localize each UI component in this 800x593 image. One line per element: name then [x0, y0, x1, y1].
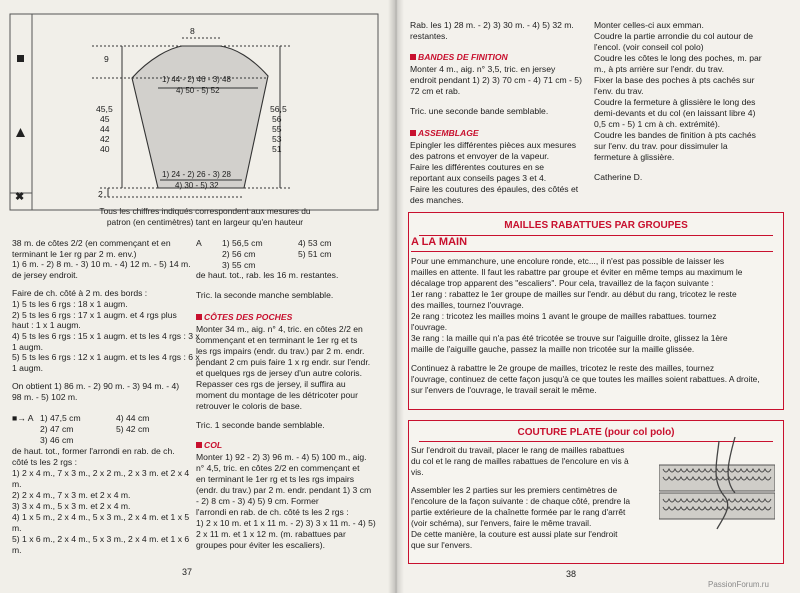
- sleeve-diagram: [0, 0, 396, 232]
- size-arrow-a: ■→ A: [12, 413, 34, 423]
- size-item: 3) 46 cm: [40, 435, 74, 445]
- right-measure: 53: [272, 134, 282, 144]
- size-item: 4) 44 cm: [116, 413, 150, 423]
- red-bullet-icon: [196, 442, 202, 448]
- text-line: Monter 34 m., aig. n° 4, tric. en côtes 2/2 en: [196, 324, 363, 334]
- box-subtitle: A LA MAIN: [411, 236, 468, 248]
- text-line: m., à pts arrière sur l'endr. du trav.: [594, 64, 724, 74]
- red-bullet-icon: [196, 314, 202, 320]
- text-line: n° 4,5, tric. en côtes 2/2 en commençant et: [196, 463, 360, 473]
- right-measure: 56: [272, 114, 282, 124]
- text-line: l'ouvrage.: [411, 322, 448, 332]
- text-line: Monter 1) 92 - 2) 3) 96 m. - 4) 5) 100 m., aig.: [196, 452, 367, 462]
- text-line: des manches.: [410, 195, 464, 205]
- text-line: Tric. la seconde manche semblable.: [196, 290, 334, 300]
- text-line: (endr. du trav.) par 2 m. endr. pendant 1) 3 cm: [196, 485, 372, 495]
- text-line: fermeture à glissière.: [594, 152, 675, 162]
- box-couture-plate: [408, 420, 784, 564]
- text-line: Faire de ch. côté à 2 m. des bords :: [12, 288, 148, 298]
- text-line: (voir schéma), sur l'envers, faire le même travail.: [411, 518, 592, 528]
- text-line: 0,5 cm - 5) 1 cm à ch. extrémité).: [594, 119, 721, 129]
- left-measure: 45: [100, 114, 110, 124]
- square-symbol: [17, 55, 24, 62]
- text-line: décalage trop apparent des "escaliers". Pour cela, travaillez de la façon suivante :: [411, 278, 714, 288]
- text-line: Repasser ces rgs de jersey, il suffira au: [196, 379, 346, 389]
- text-line: 98 m. - 5) 102 m.: [12, 392, 78, 402]
- section-heading-assemblage: [410, 128, 479, 139]
- text-line: Epingler les différentes pièces aux mesures: [410, 140, 577, 150]
- text-line: de jersey endroit.: [12, 270, 78, 280]
- text-line: vis.: [411, 467, 424, 477]
- size-item: 4) 53 cm: [298, 238, 332, 248]
- knitting-seam-illustration: [659, 431, 775, 531]
- text-line: l'ouvrage, continuez de cette façon jusqu'à ce que toutes les mailles soient rabattues. A droite,: [411, 374, 760, 384]
- text-line: en terminant le 1er rg et ts les rgs impairs: [196, 474, 355, 484]
- red-bullet-icon: [410, 130, 416, 136]
- text-line: 1er rang : rabattez le 1er groupe de mailles sur l'endr. au début du rang, tricotez le reste: [411, 289, 737, 299]
- heading-text: CÔTES DES POCHES: [204, 312, 293, 322]
- text-line: Coudre les côtes le long des poches, m. par: [594, 53, 762, 63]
- text-line: de haut. tot., rab. les 16 m. restantes.: [196, 270, 339, 280]
- top-width-label: 8: [190, 26, 195, 36]
- heading-text: COL: [204, 440, 223, 450]
- text-line: de haut. tot., former l'arrondi en rab. de ch.: [12, 446, 175, 456]
- text-line: Faire les coutures des épaules, des côtés et: [410, 184, 579, 194]
- text-line: 3) 3 x 4 m., 5 x 3 m. et 2 x 4 m.: [12, 501, 131, 511]
- text-line: l'env. du trav.: [594, 86, 644, 96]
- text-line: 5) 5 ts les 6 rgs : 12 x 1 augm. et ts les 4 rgs : 6 x: [12, 352, 200, 362]
- right-measure: 51: [272, 144, 282, 154]
- text-line: 1) 2 x 10 m. et 1 x 11 m. - 2) 3) 3 x 11 m. - 4) 5): [196, 518, 376, 528]
- heading-text: BANDES DE FINITION: [418, 52, 508, 62]
- text-line: l'encol. (voir conseil col polo): [594, 42, 704, 52]
- text-line: On obtient 1) 86 m. - 2) 90 m. - 3) 94 m. - 4): [12, 381, 180, 391]
- text-line: Tric. 1 seconde bande semblable.: [196, 420, 325, 430]
- text-line: Rab. les 1) 28 m. - 2) 3) 30 m. - 4) 5) 32 m.: [410, 20, 574, 30]
- sleeve-top-label-2: 4) 50 - 5) 52: [176, 86, 220, 95]
- text-line: Assembler les 2 parties sur les premiers centimètres de: [411, 485, 618, 495]
- bottom-height-label: 2: [98, 189, 103, 199]
- text-line: terminant le 1er rg par 2 m. env.): [12, 249, 137, 259]
- text-line: m.: [12, 545, 22, 555]
- size-letter-a: A: [196, 238, 202, 248]
- text-line: Continuez à rabattre le 2e groupe de mailles, tricotez le reste des mailles, tournez: [411, 363, 715, 373]
- text-line: 3e rang : la maille qui n'a pas été tricotée se trouve sur l'aiguille droite, glissez la 1ère: [411, 333, 728, 343]
- red-bullet-icon: [410, 54, 416, 60]
- text-line: 72 cm et rab.: [410, 86, 461, 96]
- sleeve-top-label: 1) 44 - 2) 46 - 3) 48: [162, 75, 231, 84]
- size-item: 2) 56 cm: [222, 249, 256, 259]
- text-line: des mailles, tournez l'ouvrage.: [411, 300, 524, 310]
- sleeve-cuff-label: 1) 24 - 2) 26 - 3) 28: [162, 170, 231, 179]
- page-number: 37: [182, 567, 193, 577]
- text-line: 1) 5 ts les 6 rgs : 18 x 1 augm.: [12, 299, 128, 309]
- text-line: m.: [12, 479, 22, 489]
- text-line: 2) 5 ts les 6 rgs : 17 x 1 augm. et 4 rgs plus: [12, 310, 177, 320]
- text-line: Sur l'endroit du travail, placer le rang de mailles rabattues: [411, 445, 625, 455]
- text-line: haut : 1 x 1 augm.: [12, 320, 81, 330]
- left-page: [0, 0, 396, 593]
- text-line: pendant 2 cm puis faire 1 x rg endr. sur l'endr.: [196, 357, 371, 367]
- diagram-caption: Tous les chiffres indiqués correspondent aux mesures du: [99, 206, 311, 216]
- text-line: commençant et en terminant le 1er rg et ts: [196, 335, 358, 345]
- left-measure: 44: [100, 124, 110, 134]
- text-line: retrouver le coloris de base.: [196, 401, 303, 411]
- text-line: l'encolure de la façon suivante : de chaque côté, prendre la: [411, 496, 631, 506]
- text-line: partie extérieure de la chaînette formée par le rang d'arrêt: [411, 507, 626, 517]
- text-line: De cette manière, la couture est aussi plate sur l'endroit: [411, 529, 618, 539]
- text-line: Fixer la base des poches à pts cachés sur: [594, 75, 755, 85]
- text-line: Coudre la fermeture à glissière le long des: [594, 97, 756, 107]
- text-line: que sur l'envers.: [411, 540, 473, 550]
- text-line: Pour une emmanchure, une encolure ronde, etc..., il n'est pas possible de laisser les: [411, 256, 725, 266]
- right-measure: 55: [272, 124, 282, 134]
- text-line: endroit pendant 1) 2) 3) 70 cm - 4) 71 cm - 5): [410, 75, 582, 85]
- text-line: mailles en attente. Il faut les rabattre par groupe et éviter en même temps au maximum le: [411, 267, 743, 277]
- signature-author: Catherine D.: [594, 172, 643, 182]
- text-line: Faire les différentes coutures en se: [410, 162, 545, 172]
- size-item: 5) 51 cm: [298, 249, 332, 259]
- page-number: 38: [566, 569, 577, 579]
- x-symbol: ✖: [15, 191, 25, 203]
- box-divider: [419, 235, 773, 236]
- text-line: et quelques rgs de jersey d'un autre coloris.: [196, 368, 362, 378]
- text-line: côté ts les 2 rgs :: [12, 457, 77, 467]
- section-heading-cotes-poches: [196, 312, 292, 323]
- size-item: 5) 42 cm: [116, 424, 150, 434]
- text-line: sur l'env. du trav. pour dissimuler la: [594, 141, 728, 151]
- text-line: 5) 1 x 6 m., 2 x 4 m., 5 x 3 m., 2 x 4 m. et 1 x 6: [12, 534, 190, 544]
- size-item: 1) 56,5 cm: [222, 238, 263, 248]
- text-line: 4) 5 ts les 6 rgs : 15 x 1 augm. et ts les 4 rgs : 3 x: [12, 331, 200, 341]
- text-line: Monter celles-ci aux emman.: [594, 20, 704, 30]
- left-height-label: 9: [104, 54, 109, 64]
- text-line: 1 augm.: [12, 363, 44, 373]
- box-title: COUTURE PLATE (pour col polo): [517, 427, 675, 438]
- text-line: 1) 6 m. - 2) 8 m. - 3) 10 m. - 4) 12 m. - 5) 14 m.: [12, 259, 191, 269]
- section-heading-col: [196, 440, 222, 451]
- sleeve-cuff-label-2: 4) 30 - 5) 32: [175, 181, 219, 190]
- left-measure: 40: [100, 144, 110, 154]
- text-line: Coudre la partie arrondie du col autour de: [594, 31, 754, 41]
- right-page: [396, 0, 800, 593]
- text-line: reportant aux conseils pages 3 et 4.: [410, 173, 547, 183]
- text-line: des patrons et envoyer de la vapeur.: [410, 151, 550, 161]
- text-line: sur l'envers de l'ouvrage, le travail serait le même.: [411, 385, 597, 395]
- text-line: 1) 2 x 4 m., 7 x 3 m., 2 x 2 m., 2 x 3 m. et 2 x 4: [12, 468, 190, 478]
- text-line: - 2) 8 cm - 3) 4) 5) 9 cm. Former: [196, 496, 319, 506]
- box-title: MAILLES RABATTUES PAR GROUPES: [504, 220, 688, 231]
- right-measure: 56,5: [270, 104, 287, 114]
- left-measure: 42: [100, 134, 110, 144]
- text-line: moment du montage de les détricoter pour: [196, 390, 358, 400]
- text-line: maille de l'aiguille gauche, passez la maille non tricotée sur la maille glissée.: [411, 344, 695, 354]
- box-divider: [411, 251, 773, 252]
- watermark: PassionForum.ru: [708, 580, 769, 589]
- box-mailles-rabattues: [408, 212, 784, 410]
- section-heading-bandes: [410, 52, 508, 63]
- text-line: 38 m. de côtes 2/2 (en commençant et en: [12, 238, 171, 248]
- text-line: m.: [12, 523, 22, 533]
- size-item: 3) 55 cm: [222, 260, 256, 270]
- text-line: Monter 4 m., aig. n° 3,5, tric. en jersey: [410, 64, 556, 74]
- heading-text: ASSEMBLAGE: [418, 128, 479, 138]
- left-measure: 45,5: [96, 104, 113, 114]
- text-line: 2) 2 x 4 m., 7 x 3 m. et 2 x 4 m.: [12, 490, 131, 500]
- text-line: l'arrondi en rab. de ch. côté ts les 2 rgs :: [196, 507, 349, 517]
- text-line: groupes pour éviter les escaliers).: [196, 540, 325, 550]
- text-line: 2e rang : tricotez les mailles moins 1 avant le groupe de mailles rabattues. tournez: [411, 311, 717, 321]
- text-line: restantes.: [410, 31, 448, 41]
- text-line: 2 x 11 m. et 1 x 12 m. (m. rabattues par: [196, 529, 346, 539]
- size-item: 2) 47 cm: [40, 424, 74, 434]
- text-line: demi-devants et du col (en laissant libre 4): [594, 108, 756, 118]
- text-line: 4) 1 x 5 m., 2 x 4 m., 5 x 3 m., 2 x 4 m. et 1 x 5: [12, 512, 190, 522]
- text-line: Tric. une seconde bande semblable.: [410, 106, 549, 116]
- text-line: 1 augm.: [12, 342, 44, 352]
- diagram-caption: patron (en centimètres) tant en largeur qu'en hauteur: [106, 217, 304, 227]
- text-line: du col et le rang de mailles rabattues de l'encolure en vis à: [411, 456, 629, 466]
- text-line: les rgs impairs (endr. du trav.) par 2 m. endr.: [196, 346, 365, 356]
- size-item: 1) 47,5 cm: [40, 413, 81, 423]
- text-line: Coudre les bandes de finition à pts cachés: [594, 130, 756, 140]
